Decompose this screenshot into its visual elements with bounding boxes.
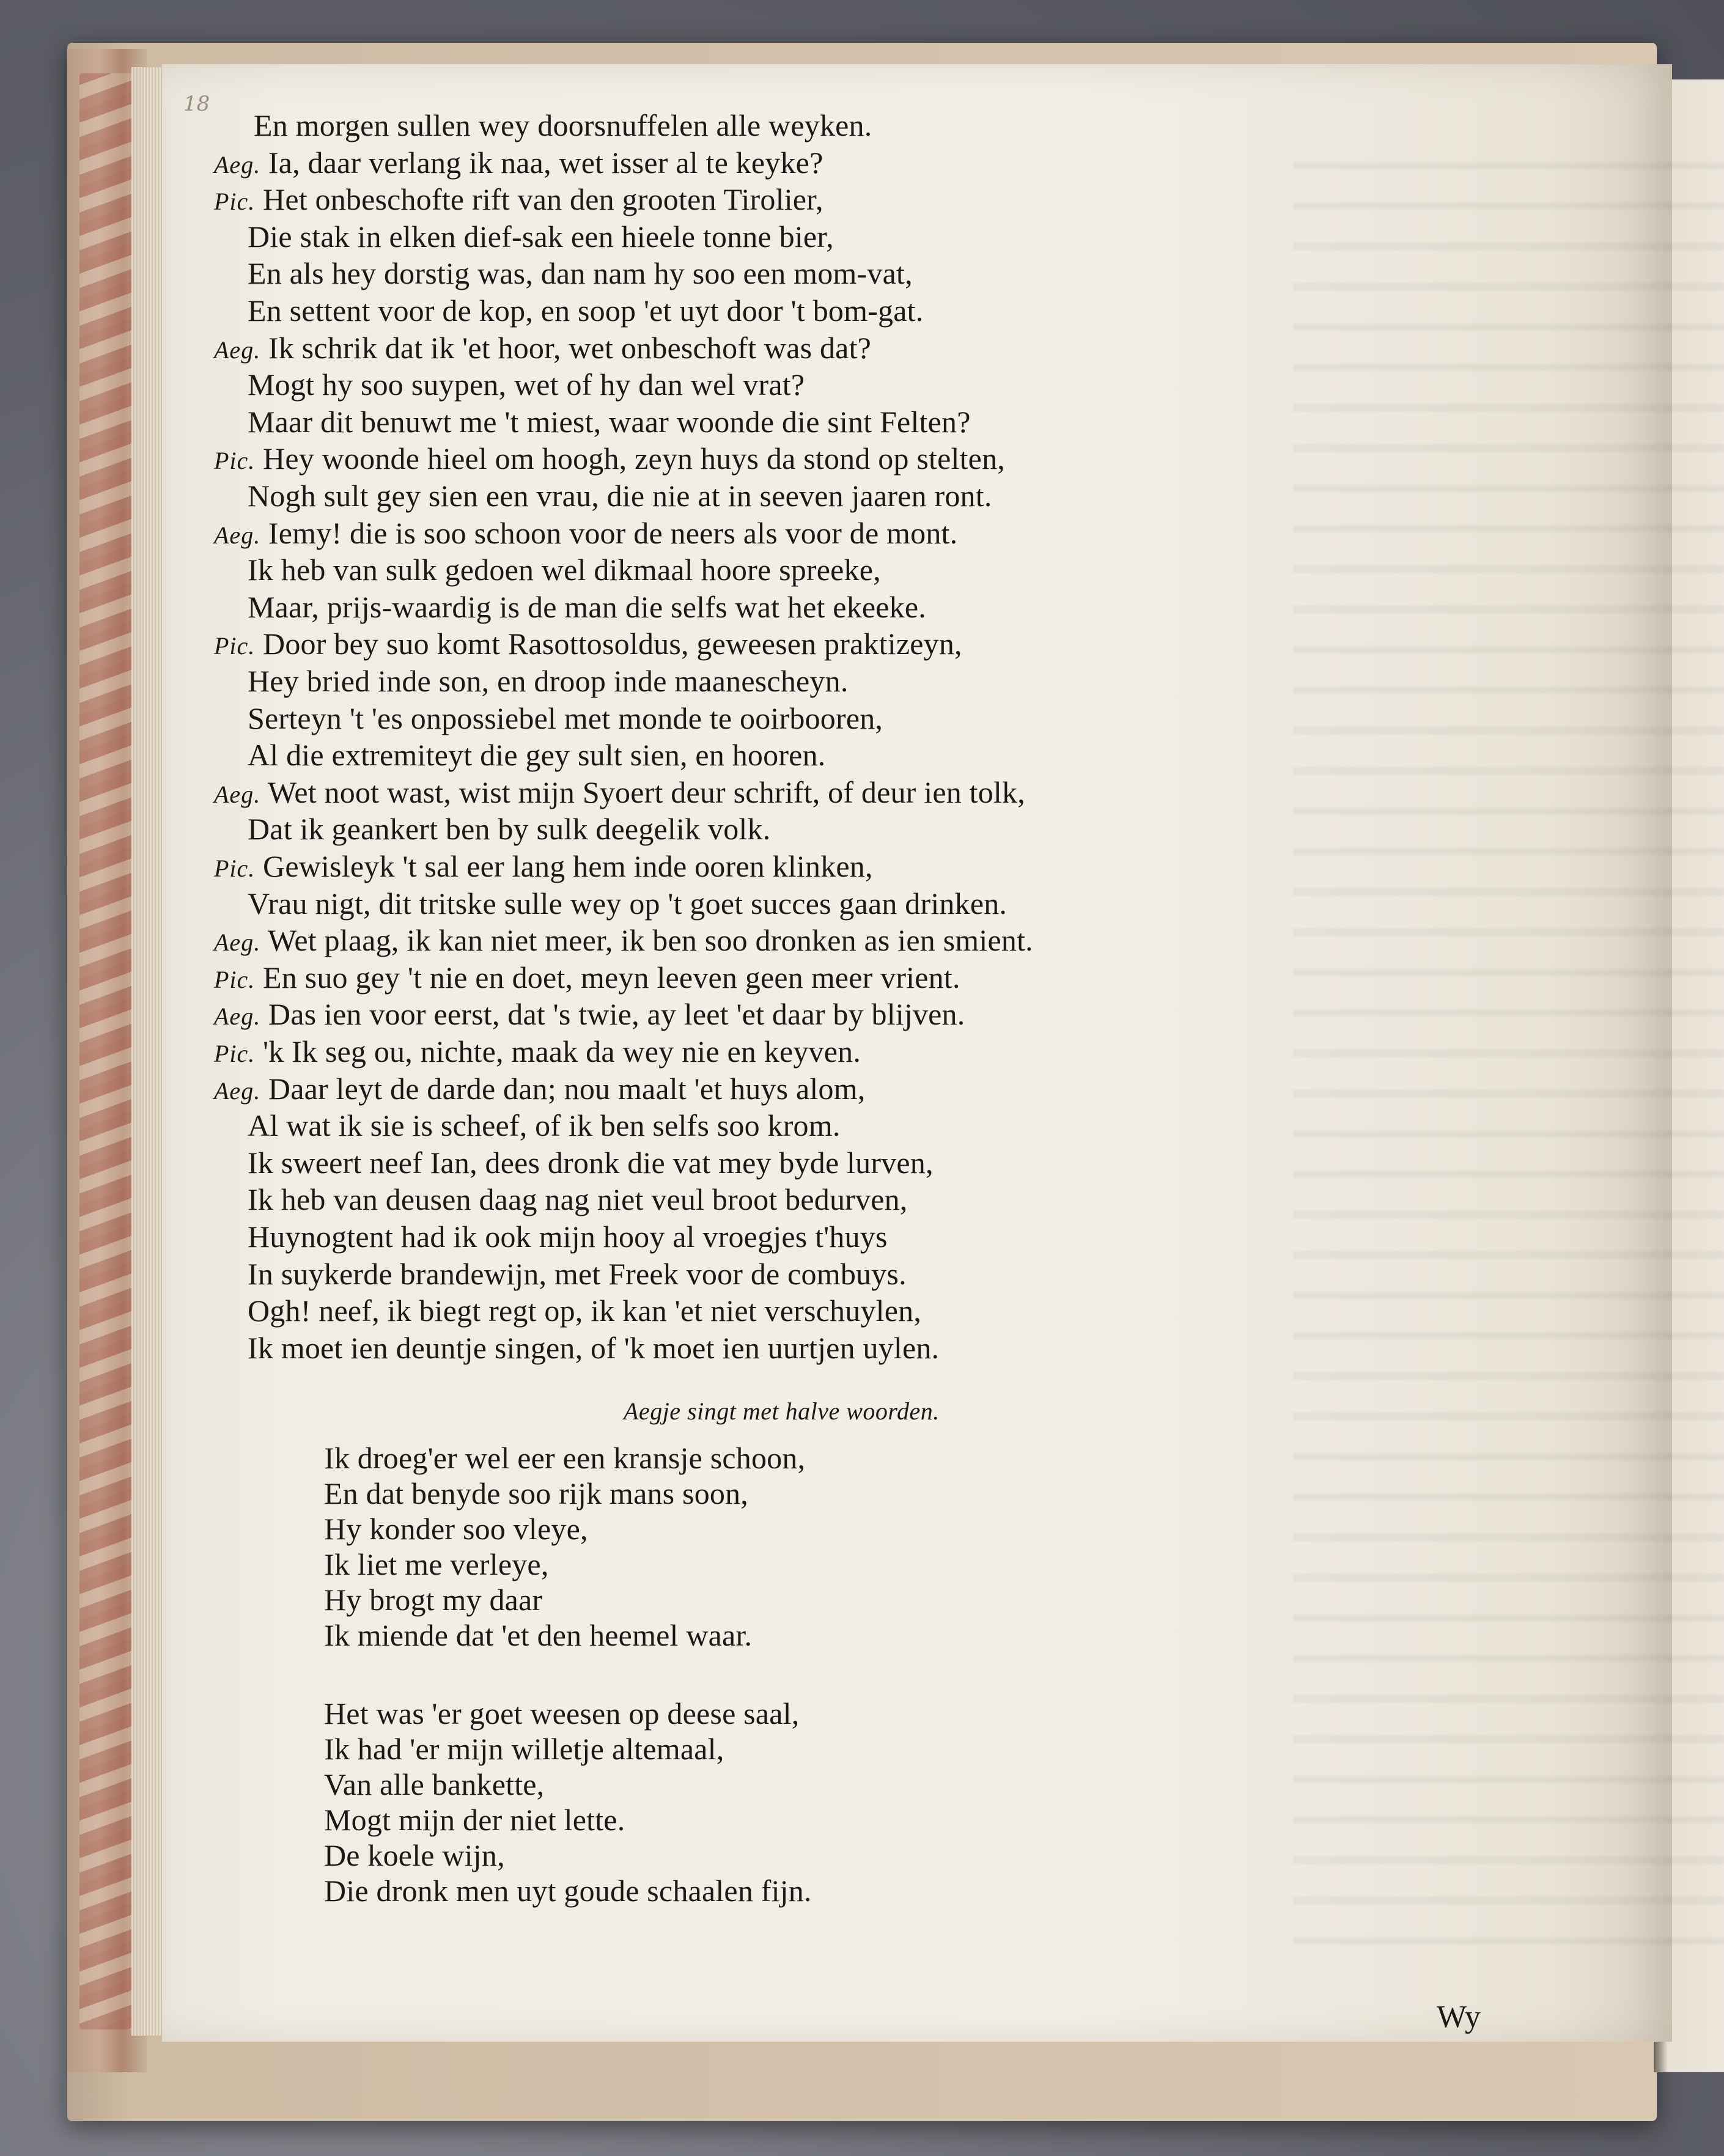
dialogue-line (214, 181, 823, 220)
line-text: Daar leyt de darde dan; nou maalt 'et huys alom, (268, 1071, 866, 1106)
line-text: Ik moet ien deuntje singen, of 'k moet ien uurtjen uylen. (248, 1330, 940, 1365)
song-heading: Aegje singt met halve woorden. (624, 1397, 940, 1426)
line-text: Hey bried inde son, en droop inde maanescheyn. (248, 664, 849, 698)
dialogue-line (214, 996, 965, 1035)
line-text: Huynogtent had ik ook mijn hooy al vroegjes t'huys (248, 1220, 888, 1254)
line-text: Iemy! die is soo schoon voor de neers als voor de mont. (268, 515, 958, 550)
speaker-label: Pic. (214, 188, 256, 216)
dialogue-line (214, 144, 823, 183)
line-text: Vrau nigt, dit tritske sulle wey op 't goet succes gaan drinken. (248, 886, 1008, 921)
dialogue-line (248, 1107, 841, 1144)
dialogue-line (214, 959, 960, 998)
dialogue-line (248, 700, 883, 737)
line-text: En als hey dorstig was, dan nam hy soo een mom-vat, (248, 256, 913, 291)
line-text: Ik heb van deusen daag nag niet veul broot bedurven, (248, 1182, 908, 1217)
line-text: Al wat ik sie is scheef, of ik ben selfs soo krom. (248, 1108, 841, 1143)
song-line: En dat benyde soo rijk mans soon, (324, 1476, 749, 1511)
line-text: Maar, prijs-waardig is de man die selfs wat het ekeeke. (248, 589, 926, 624)
line-text: In suykerde brandewijn, met Freek voor de combuys. (248, 1256, 907, 1291)
dialogue-line (248, 811, 770, 847)
line-text: Dat ik geankert ben by sulk deegelik volk. (248, 812, 771, 847)
line-text: Ogh! neef, ik biegt regt op, ik kan 'et niet verschuylen, (248, 1293, 922, 1328)
line-text: Wet plaag, ik kan niet meer, ik ben soo dronken as ien smient. (267, 923, 1033, 958)
speaker-label: Aeg. (214, 1003, 261, 1031)
dialogue-line (214, 440, 1005, 479)
speaker-label: Pic. (214, 447, 256, 475)
line-text: Gewisleyk 't sal eer lang hem inde ooren klinken, (263, 849, 873, 883)
dialogue-line (214, 1033, 861, 1072)
dialogue-line (248, 477, 992, 514)
song-line: Hy konder soo vleye, (324, 1512, 588, 1547)
dialogue-line (214, 848, 873, 887)
speaker-label: Pic. (214, 1040, 256, 1067)
speaker-label: Aeg. (214, 336, 261, 364)
song-line: Die dronk men uyt goude schaalen fijn. (324, 1874, 812, 1908)
line-text: Ik schrik dat ik 'et hoor, wet onbeschoft was dat? (268, 330, 872, 365)
line-text: Het onbeschofte rift van den grooten Tirolier, (263, 182, 823, 217)
line-text: En suo gey 't nie en doet, meyn leeven geen meer vrient. (263, 960, 960, 995)
line-text: En settent voor de kop, en soop 'et uyt door 't bom-gat. (248, 293, 924, 328)
dialogue-line (248, 885, 1007, 922)
line-text: Ik sweert neef Ian, dees dronk die vat mey byde lurven, (248, 1145, 934, 1180)
song-line: De koele wijn, (324, 1838, 505, 1873)
song-line: Ik droeg'er wel eer een kransje schoon, (324, 1441, 806, 1476)
line-text: Wet noot wast, wist mijn Syoert deur schrift, of deur ien tolk, (267, 774, 1025, 809)
dialogue-line (248, 737, 825, 773)
line-text: Das ien voor eerst, dat 's twie, ay leet 'et daar by blijven. (268, 997, 965, 1032)
dialogue-line (214, 515, 957, 554)
dialogue-line (248, 1181, 908, 1218)
speaker-label: Pic. (214, 855, 256, 882)
line-text: Nogh sult gey sien een vrau, die nie at in seeven jaaren ront. (248, 479, 992, 513)
dialogue-line (248, 255, 913, 292)
line-text: Maar dit benuwt me 't miest, waar woonde die sint Felten? (248, 404, 971, 439)
dialogue-line (214, 625, 962, 664)
line-text: Al die extremiteyt die gey sult sien, en hooren. (248, 738, 826, 773)
song-line: Van alle bankette, (324, 1767, 545, 1802)
dialogue-line (248, 1144, 934, 1181)
speaker-label: Aeg. (214, 929, 261, 957)
line-text: Mogt hy soo suypen, wet of hy dan wel vrat? (248, 367, 805, 402)
dialogue-line (248, 403, 971, 440)
speaker-label: Aeg. (214, 521, 261, 549)
dialogue-line (248, 1218, 888, 1255)
song-line: Ik had 'er mijn willetje altemaal, (324, 1732, 724, 1767)
speaker-label: Aeg. (214, 780, 261, 808)
dialogue-line (248, 292, 923, 329)
dialogue-line (214, 922, 1033, 961)
speaker-label: Aeg. (214, 1076, 261, 1105)
page-number: 18 (183, 92, 210, 116)
dialogue-line (248, 589, 926, 625)
dialogue-line (254, 107, 872, 144)
marbled-endpaper (79, 73, 134, 2029)
song-line: Ik liet me verleye, (324, 1547, 549, 1582)
line-text: Ik heb van sulk gedoen wel dikmaal hoore spreeke, (248, 553, 881, 587)
song-line: Ik miende dat 'et den heemel waar. (324, 1618, 753, 1653)
line-text: Die stak in elken dief-sak een hieele tonne bier, (248, 219, 834, 254)
line-text: En morgen sullen wey doorsnuffelen alle weyken. (254, 108, 872, 142)
dialogue-line (248, 663, 849, 699)
line-text: Door bey suo komt Rasottosoldus, geweesen praktizeyn, (263, 627, 962, 661)
song-line: Het was 'er goet weesen op deese saal, (324, 1696, 800, 1731)
line-text: Ia, daar verlang ik naa, wet isser al te keyke? (268, 145, 823, 180)
song-line: Mogt mijn der niet lette. (324, 1803, 625, 1838)
dialogue-line (248, 1330, 939, 1366)
dialogue-line (214, 329, 871, 369)
dialogue-line (248, 366, 805, 403)
dialogue-line (214, 774, 1025, 813)
speaker-label: Pic. (214, 965, 256, 993)
speaker-label: Pic. (214, 632, 256, 660)
song-line: Hy brogt my daar (324, 1583, 543, 1617)
dialogue-line (214, 1070, 866, 1109)
dialogue-line (248, 1292, 921, 1329)
catchword: Wy (1437, 2000, 1481, 2034)
dialogue-line (248, 551, 881, 588)
speaker-label: Aeg. (214, 150, 261, 178)
show-through-text (1293, 138, 1724, 1971)
dialogue-line (248, 1256, 907, 1292)
line-text: Hey woonde hieel om hoogh, zeyn huys da stond op stelten, (263, 441, 1005, 476)
dialogue-line (248, 218, 834, 255)
line-text: 'k Ik seg ou, nichte, maak da wey nie en keyven. (263, 1034, 861, 1069)
line-text: Serteyn 't 'es onpossiebel met monde te ooirbooren, (248, 701, 883, 735)
